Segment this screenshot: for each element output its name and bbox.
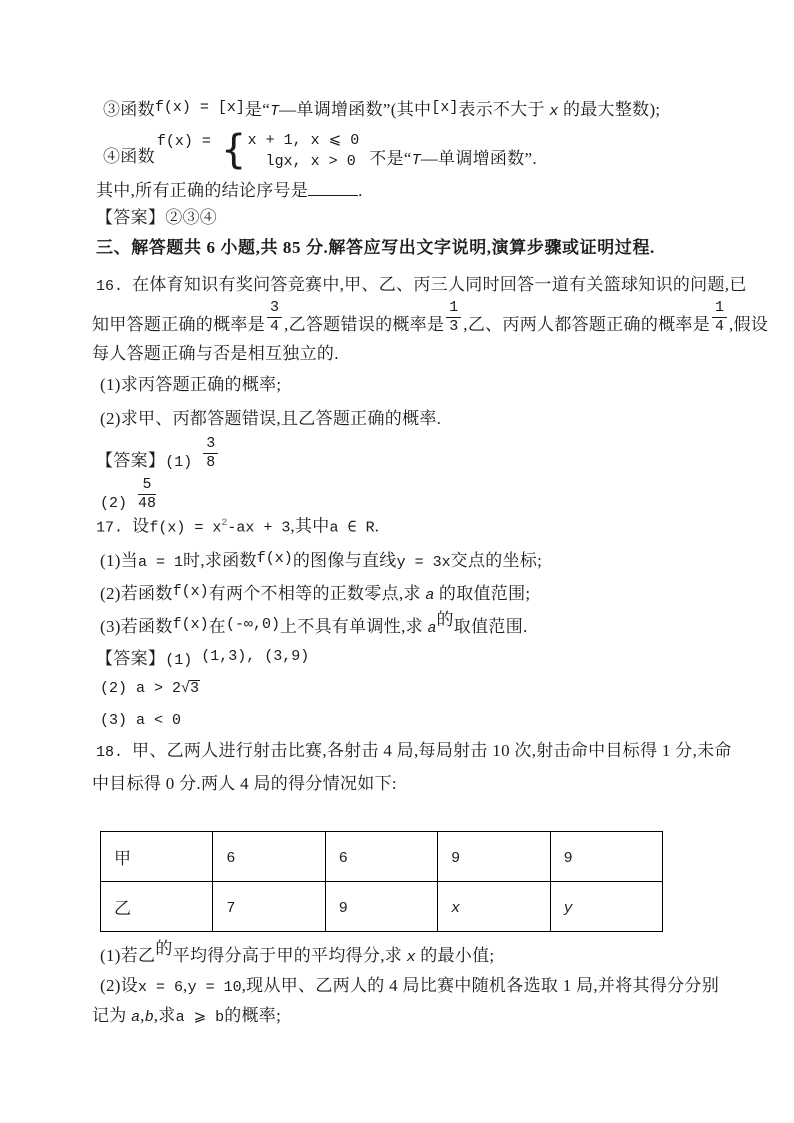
mu-segment: (-∞,0) — [225, 616, 280, 633]
q18-item2-line1 — [100, 975, 719, 999]
q15-item4-suffix — [369, 148, 537, 172]
brace-glyph: { — [220, 127, 247, 173]
text-segment: 知甲答题正确的概率是 — [92, 315, 265, 334]
text-segment: ,现从甲、乙两人的 4 局比赛中随机各选取 1 局,并将其得分分别 — [241, 976, 720, 995]
mi-segment: x — [406, 949, 416, 966]
text-segment: 乙 — [114, 899, 132, 918]
sup-segment: 2 — [221, 518, 228, 529]
text-segment: 是“ — [244, 100, 271, 119]
q18-statement-line1 — [96, 740, 732, 764]
text-segment: (1)若乙 — [100, 946, 156, 965]
mu-segment: f(x) — [172, 616, 209, 633]
mi-segment: a — [427, 620, 437, 637]
text-segment: ,乙答题错误的概率是 — [284, 315, 445, 334]
q15-item4-fx: f(x) = — [156, 133, 220, 150]
q16-statement-line2 — [92, 300, 768, 336]
blank-underline — [308, 181, 358, 196]
q16-statement-line1 — [96, 274, 747, 298]
text-segment: ,求 — [153, 1006, 176, 1025]
table-cell — [550, 832, 662, 882]
text-segment: . — [358, 181, 363, 200]
table-cell-label — [101, 882, 213, 932]
text-segment: . — [374, 516, 380, 536]
text-segment: (2)设 — [100, 976, 139, 995]
text-segment: ③函数 — [103, 100, 155, 119]
text-segment: 的图像与直线 — [292, 551, 397, 570]
q17-answer2 — [100, 676, 200, 700]
text-segment: 甲、乙两人进行射击比赛,各射击 4 局,每局射击 10 次,射击命中目标得 1 分,未命 — [132, 741, 732, 760]
m-segment: 18. — [96, 744, 133, 761]
piecewise-row-1 — [248, 129, 360, 150]
text-segment: ,乙、丙两人都答题正确的概率是 — [463, 315, 711, 334]
fraction: $\frac{3}{8}$ — [203, 436, 218, 471]
q18-item2-line2 — [92, 1005, 281, 1029]
text-segment: (2)求甲、丙都答题错误,且乙答题正确的概率. — [100, 409, 442, 428]
q17-answer1 — [96, 648, 309, 672]
m-segment: a ∈ R — [329, 519, 375, 537]
text-segment: 表示不大于 — [458, 100, 550, 119]
text-segment: 每人答题正确与否是相互独立的. — [92, 344, 339, 363]
piecewise-row-2 — [248, 150, 360, 171]
m-segment: (1) — [165, 454, 202, 471]
m-segment: (2) a > 2 — [100, 680, 182, 697]
q17-item3 — [100, 610, 528, 640]
m-segment: 9 — [563, 849, 573, 867]
text-segment: 交点的坐标; — [450, 551, 543, 570]
q16-item2 — [100, 408, 441, 430]
q16-item1 — [100, 374, 281, 396]
text-segment: , — [140, 1006, 145, 1025]
text-segment: ,假设 — [729, 315, 769, 334]
m-segment: 6 — [338, 849, 348, 867]
mi-segment: x — [549, 103, 559, 120]
mu-segment: f(x) = [x] — [154, 99, 245, 116]
table-cell — [550, 882, 662, 932]
m-segment: f(x) = x — [149, 519, 222, 537]
table-row-yi — [101, 882, 663, 932]
text-segment: 甲 — [114, 849, 132, 868]
square-root: √3 — [181, 680, 200, 697]
text-segment: 上不具有单调性,求 — [279, 617, 428, 636]
text-segment: (1)求丙答题正确的概率; — [100, 375, 282, 394]
text-segment: 【答案】 — [96, 649, 166, 668]
text-segment: 不是“ — [369, 149, 412, 168]
m-segment: a = 1 — [138, 554, 184, 571]
q15-item4-prefix — [103, 146, 155, 168]
text-segment: 取值范围. — [453, 617, 528, 636]
text-segment: (1)当 — [100, 551, 139, 570]
text-segment: 的最小值; — [415, 946, 495, 965]
mi-segment: a — [131, 1009, 141, 1026]
text-segment: 时,求函数 — [183, 551, 257, 570]
m-segment: -ax + 3 — [227, 519, 291, 537]
fraction: $\frac{5}{48}$ — [138, 476, 157, 512]
text-segment: 记为 — [92, 1006, 132, 1025]
fraction: $\frac{1}{3}$ — [446, 300, 461, 335]
mi-segment: x — [451, 899, 461, 917]
m-segment: 6 — [226, 849, 236, 867]
table-row-jia — [101, 832, 663, 882]
q16-answer1 — [96, 436, 220, 474]
text-segment: 在 — [208, 617, 226, 636]
mu-segment: (1,3), (3,9) — [201, 648, 310, 665]
m-segment: y = 3x — [396, 554, 451, 571]
mu-segment: f(x) — [172, 583, 209, 600]
mi-segment: T — [270, 103, 280, 120]
text-segment: —单调增函数”(其中 — [279, 100, 432, 119]
m-segment: 17. — [96, 519, 133, 537]
m-segment: x + 1, x ⩽ 0 — [247, 132, 360, 149]
up-segment: 的 — [436, 610, 454, 629]
mu-segment: [x] — [431, 99, 459, 116]
text-segment: 设 — [132, 516, 150, 536]
up-segment: 的 — [155, 939, 173, 958]
m-segment: (2) — [100, 495, 137, 512]
section-header: 三、解答题共 6 小题,共 85 分.解答应写出文字说明,演算步骤或证明过程. — [96, 238, 655, 257]
q17-item1 — [100, 550, 542, 574]
table-cell — [325, 882, 437, 932]
mi-segment: T — [411, 152, 421, 169]
table-cell-label — [101, 832, 213, 882]
fraction: $\frac{3}{4}$ — [267, 300, 282, 335]
q16-answer2 — [100, 477, 158, 515]
table-cell — [438, 882, 550, 932]
text-segment: 的最大整数); — [558, 100, 661, 119]
m-segment: 9 — [338, 899, 348, 917]
text-segment: 平均得分高于甲的平均得分,求 — [172, 946, 407, 965]
score-table — [100, 831, 663, 932]
text-segment: 其中,所有正确的结论序号是 — [96, 181, 309, 200]
piecewise-rows — [248, 129, 360, 171]
m-segment: 7 — [226, 899, 236, 917]
text-segment: 的取值范围; — [434, 584, 531, 603]
q15-answer — [96, 207, 217, 229]
table-cell — [325, 832, 437, 882]
m-segment: 9 — [451, 849, 461, 867]
text-segment: ④函数 — [103, 147, 155, 166]
m-segment: y = 10 — [187, 979, 242, 996]
text-segment: 在体育知识有奖问答竞赛中,甲、乙、丙三人同时回答一道有关篮球知识的问题,已 — [132, 275, 747, 294]
text-segment: ,其中 — [290, 516, 330, 536]
mi-segment: y — [563, 899, 573, 917]
q17-intro — [96, 513, 379, 540]
q15-item4-piecewise — [103, 129, 537, 171]
text-segment: —单调增函数”. — [420, 149, 537, 168]
q15-conclusion — [96, 180, 363, 202]
text-segment: , — [183, 976, 188, 995]
q15-item3 — [103, 99, 660, 123]
fraction: $\frac{1}{4}$ — [712, 300, 727, 335]
m-segment: a ⩾ b — [175, 1009, 225, 1026]
m-segment: x = 6 — [138, 979, 184, 996]
text-segment: 的概率; — [224, 1006, 282, 1025]
text-segment: (2)若函数 — [100, 584, 173, 603]
text-segment: 中目标得 0 分.两人 4 局的得分情况如下: — [92, 774, 397, 793]
q18-item1 — [100, 939, 495, 969]
q17-item2 — [100, 583, 530, 607]
table-cell — [438, 832, 550, 882]
mu-segment: f(x) — [256, 550, 293, 567]
table-cell — [213, 882, 325, 932]
q16-statement-line3 — [92, 343, 339, 365]
text-segment: (3)若函数 — [100, 617, 173, 636]
text-segment: 【答案】 — [96, 451, 166, 470]
mi-segment: a — [425, 587, 435, 604]
mi-segment: b — [144, 1009, 154, 1026]
m-segment: (3) a < 0 — [100, 712, 182, 729]
m-segment: 16. — [96, 278, 133, 295]
text-segment: 有两个不相等的正数零点,求 — [208, 584, 426, 603]
text-segment: 【答案】②③④ — [96, 208, 218, 227]
q18-statement-line2 — [92, 773, 397, 795]
table-cell — [213, 832, 325, 882]
q17-answer3 — [100, 708, 181, 732]
m-segment: (1) — [165, 652, 202, 669]
m-segment: lgx, x > 0 — [247, 153, 356, 170]
